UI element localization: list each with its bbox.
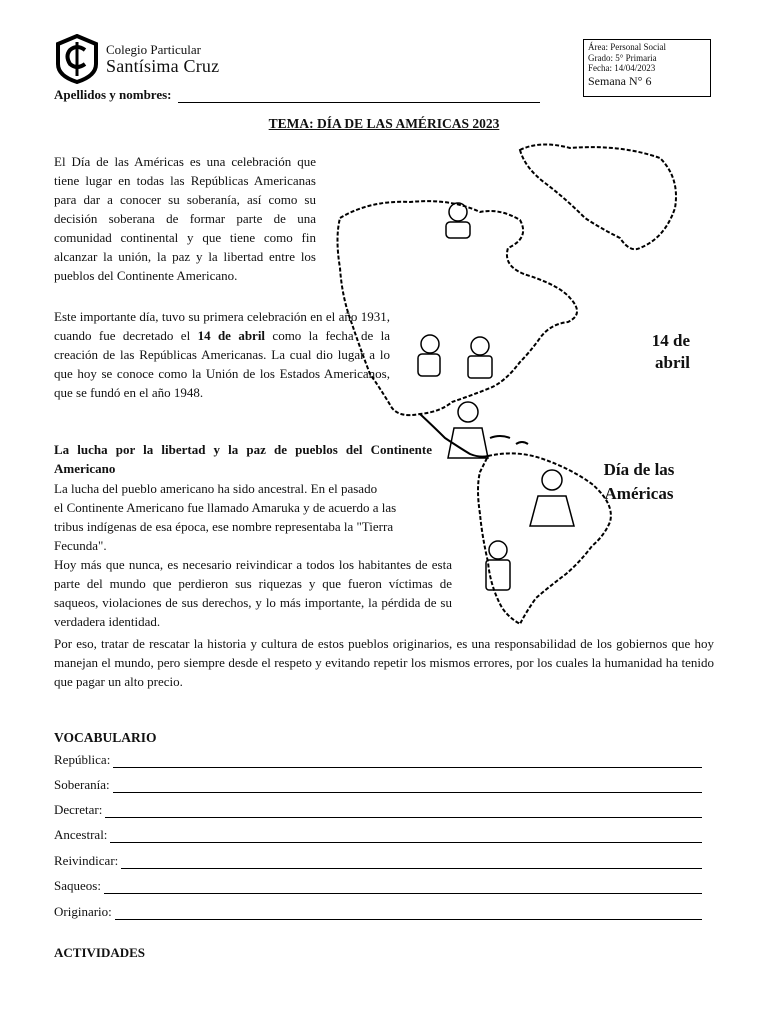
info-grado: Grado: 5° Primaria (588, 52, 657, 63)
vocab-row-soberania (54, 775, 702, 793)
vocab-term: Originario: (54, 904, 112, 919)
day-label-line2: Américas (604, 484, 674, 503)
day-label (588, 458, 690, 506)
struggle-paragraph (54, 479, 474, 555)
vocab-answer-line[interactable] (105, 804, 702, 818)
day-label-line1: Día de las (603, 460, 675, 479)
date-label-line2: abril (655, 353, 690, 372)
vocab-row-saqueos (54, 876, 702, 894)
vindication-paragraph: Hoy más que nunca, es necesario reivindicar a todos los habitantes de esta parte del mundo que perdieron sus riquezas y que fueron víctimas de saqueos, violaciones de sus derechos, y lo más importante, la pérdida de su verdadera identidad. (54, 557, 452, 629)
date-label (610, 330, 690, 374)
rescue-paragraph: Por eso, tratar de rescatar la historia y cultura de estos pueblos originarios, es una responsabilidad de los gobiernos que hoy manejan el mundo, pero siempre desde el respeto y evitando repetir los mismos errores, por los cuales la humanidad ha tenido que pagar un alto precio. (54, 636, 714, 689)
info-fecha: Fecha: 14/04/2023 (588, 63, 656, 73)
info-box (583, 39, 711, 97)
school-name-line2: Santísima Cruz (106, 56, 220, 76)
name-label: Apellidos y nombres: (54, 87, 172, 102)
page-title: TEMA: DÍA DE LAS AMÉRICAS 2023 (268, 116, 500, 131)
struggle-line: el Continente Americano fue llamado Amaruka y de acuerdo a las (54, 500, 397, 515)
date-label-line1: 14 de (651, 331, 690, 350)
school-logo (54, 34, 100, 84)
vocab-row-originario (54, 902, 702, 920)
vocab-answer-line[interactable] (113, 754, 702, 768)
vocab-term: Decretar: (54, 802, 103, 817)
history-text-b: como la fecha de la creación de las Repúblicas Americanas. La cual dio lugar a lo que hoy se conoce como la Unión de los Estados Americanos, que se fundó en el año 1948. (54, 328, 390, 400)
intro-paragraph: El Día de las Américas es una celebración que tiene lugar en todas las Repúblicas Americanas para dar a conocer su soberanía, así como su decisión soberana de formar parte de una comunidad continental y que tiene como fin alcanzar la unión, la paz y la libertad entre los pueblos del Continente Americano. (54, 154, 316, 283)
vocab-row-reivindicar (54, 851, 702, 869)
activities-title: ACTIVIDADES (54, 945, 146, 960)
vocab-answer-line[interactable] (115, 906, 702, 920)
name-row (54, 87, 540, 103)
school-name-line1: Colegio Particular (106, 42, 201, 57)
vocab-term: Reivindicar: (54, 853, 119, 868)
section-heading: La lucha por la libertad y la paz de pueblos del Continente Americano (54, 442, 432, 476)
vocab-row-republica (54, 750, 702, 768)
info-area: Área: Personal Social (588, 42, 666, 52)
struggle-line: La lucha del pueblo americano ha sido ancestral. En el pasado (54, 481, 378, 496)
struggle-line: Fecunda". (54, 538, 107, 553)
vocab-term: Saqueos: (54, 878, 101, 893)
vocab-row-ancestral (54, 825, 702, 843)
vocab-answer-line[interactable] (104, 880, 702, 894)
vocabulary-title: VOCABULARIO (54, 730, 157, 745)
name-field-line[interactable] (178, 90, 540, 103)
vocab-answer-line[interactable] (121, 855, 702, 869)
info-semana: Semana N° 6 (588, 73, 652, 88)
history-date: 14 de abril (197, 328, 266, 343)
vocab-answer-line[interactable] (113, 779, 702, 793)
vocab-answer-line[interactable] (110, 829, 702, 843)
vocab-term: Ancestral: (54, 827, 108, 842)
vocab-row-decretar (54, 800, 702, 818)
vocab-term: República: (54, 752, 111, 767)
vocab-term: Soberanía: (54, 777, 110, 792)
history-text-a: Este importante día, tuvo su primera celebración en el año 1931, cuando fue decretado el (54, 309, 390, 343)
struggle-line: tribus indígenas de esa época, ese nombre representaba la "Tierra (54, 519, 394, 534)
